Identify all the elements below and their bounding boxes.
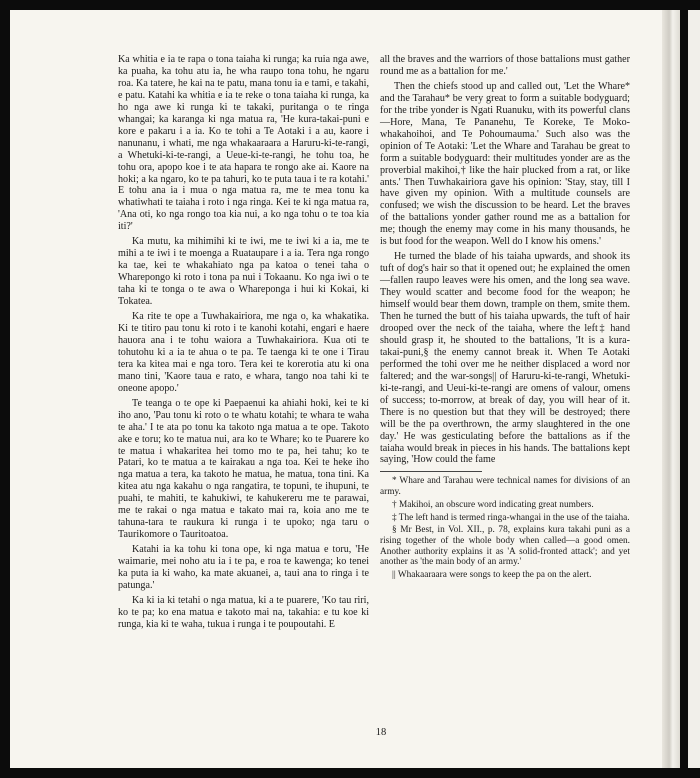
footnote: † Makihoi, an obscure word indicating great numbers. [392,499,594,510]
footnote: || Whakaaraara were songs to keep the pa on the alert. [392,570,592,581]
footnote: ‡ The left hand is termed ringa-whangai in the use of the taiaha. [392,512,630,523]
english-paragraph: He turned the blade of his taiaha upwards, and shook its tuft of dog's hair so that it opened out; he explained the omen—fallen raupo leaves were his omen, and the long sea wave. They would scatter and become food for the weapon; he himself would bear them down, trample on them, smite them. Then he turned the butt of his taiaha upwards, the tuft of hair drooped over the neck of the taiaha, where the left‡ hand should grasp it, he shouted to the battalions, 'It is a kura-takai-puni,§ the enemy cannot break it. When Te Aotaki performed the tohi over me he neither displaced a word nor faltered; and the war-songs|| of Haruru-ki-te-rangi, Whetuki-ki-te-rangi, and Ueui-ki-te-rangi are omens of valour, omens of success; to-morrow, at break of day, you will hear of it. There is no question but that they will be destroyed; there will be the pa overthrown, the army slaughtered in the one day.' He was gesticulating before the battalions as if the taiaha would break in pieces in his hands. The battalions kept saying, 'How could the fame [380,251,630,466]
maori-paragraph: Ka rite te ope a Tuwhakairiora, me nga o, ka whakatika. Ki te titiro pau tonu ki roto i te kanohi kotahi, engari e haere hauora ana i te tohu waiora a Tuwhakairiora. Kua oti te tohutohu ki a ia te ahua o te pa. Te taenga ki te one i Tirau tera ka kitea mai e nga toro. Tera kei te korerotia atu ki ona mano tini, 'Kaore taua e rato, e whara, tango noa tahi ki te oneone apopo.' [118,311,369,394]
maori-paragraph: Ka mutu, ka mihimihi ki te iwi, me te iwi ki a ia, me te mihi a te iwi i te moenga a Ruataupare i a ia. Tera nga rongo ka tae, kei te whakahiato nga pa katoa o tenei taha o Wharepongo ki roto i tona pa nui i Tokaanu. Ko nga iwi o te taha ki te tonga o te awa o Whareponga i hui ki Kokai, ki Tokatea. [118,236,369,308]
english-text-column [380,54,630,581]
page-binding-gutter [662,10,680,768]
book-page [10,10,680,768]
maori-paragraph: Ka whitia e ia te rapa o tona taiaha ki runga; ka ruia nga awe, ka puaha, ka tohu atu ia, he wha raupo tona tohu, he ngaru roa. Ka tatere, he kai na te patu, mana tonu ia e tami, e takahi, e patu. Katahi ka whitia e ia te reke o tona taiaha ki runga, ka ho nga awe ki runga ki te takaki, puritanga o te ringa whangai; ka karanga ki nga matua ra, 'He kura-takai-puni e kore e pakaru i a ia. Ko te tohi a Te Aotaki i a au, kaore i nanunanu, i whati, me nga whakaaraara a Haruru-ki-te-rangi, a Whetuki-ki-te-rangi, a Ueue-ki-te-rangi, he tohu toa, he tohu ora, apopo koe i te ata hapara te rongo ake ai. Kaore na hoki; a ka ngaro, ko te pa tahuri, ko te puta taua i te ra kotahi.' E tohu ana ia i mua o nga matua ra, me te mea tonu ka whatiwhati te taiaha i roto i nga ringa. Kei te ki nga matua ra, 'Ana oti, ko nga rongo toa kia nui, a ko nga tohu o te toa kia iti?' [118,54,369,233]
footnote-divider [380,471,482,472]
english-paragraph: all the braves and the warriors of those battalions must gather round me as a battalion for me.' [380,54,630,77]
footnotes [380,476,630,580]
english-paragraph: Then the chiefs stood up and called out, 'Let the Whare* and the Tarahau* be very great to form a suitable bodyguard; for the tribe yonder is Ngati Ruanuku, with its powerful clans—Hore, Mana, Te Pananehu, Te Koreke, Te Moko-whakahoihoi, and Te Pohoumauma.' Such also was the opinion of Te Aotaki: 'Let the Whare and Tarahau be great to form a suitable bodyguard: their multitudes yonder are as the proverbial makihoi,† like the hair plucked from a rat, or like ants.' Then Tuwhakairiora gave his opinion: 'Stay, stay, till I have given my opinion. With a multitude counsels are confused; we wish the discussion to be heard. Let the braves of the battalions yonder gather round me as a battalion for me; though the enemy may come in his many thousands, he is but food for the weapon. Well do I know his omens.' [380,80,630,248]
maori-paragraph: Ka ki ia ki tetahi o nga matua, ki a te puarere, 'Ko tau riri, ko te pa; ko ena matua e takoto mai na, takahia: e tu koe ki runga, kia ki te waha, tukua i runga i te poupoutahi. E [118,594,369,630]
page-number: 18 [375,727,387,738]
facing-page-edge [688,10,700,768]
footnote: * Whare and Tarahau were technical names for divisions of an army. [380,476,630,498]
maori-paragraph: Katahi ia ka tohu ki tona ope, ki nga matua e toru, 'He waimarie, mei noho atu ia i te pa, e roa te kawenga; ko tenei ka puta ia ki waho, ka mate akuanei, a, taui ana to ringa i te patunga.' [118,544,369,591]
maori-paragraph: Te teanga o te ope ki Paepaenui ka ahiahi hoki, kei te ki iho ano, 'Pau tonu ki roto o te whatu kotahi; te whara te waha te aha.' I te ata po tonu ka takoto nga matua a te ope. Takoto ake e toru; ko te matua nui, ara ko te Whare; ko te Puarere ko te matua i whakaritea hei tomo mo te pa, hei tahu; ko te Patari, ko te matua a te kairakau a nga toa. Kei te heke iho nga matua a tera, ka takoto he matua, he matua, tona tini. Ka kitea atu nga kakahu o nga rangatira, te topuni, te ihupuni, te puahi, te mahiti, te kahukiwi, te kahukereru me te parawai, me te rakai o nga matua e takato mai ra, koia ano me te tahuna-tara te raukura ki runga i te upoko; nga taru o Taurikomore o Tauritoatoa. [118,397,369,541]
maori-text-column [118,54,369,631]
footnote: § Mr Best, in Vol. XII., p. 78, explains kura takahi puni as a rising together of the whole body when called—a good omen. Another authority explains it as 'A solid-fronted attack'; and yet another as 'the main body of an army.' [380,525,630,568]
